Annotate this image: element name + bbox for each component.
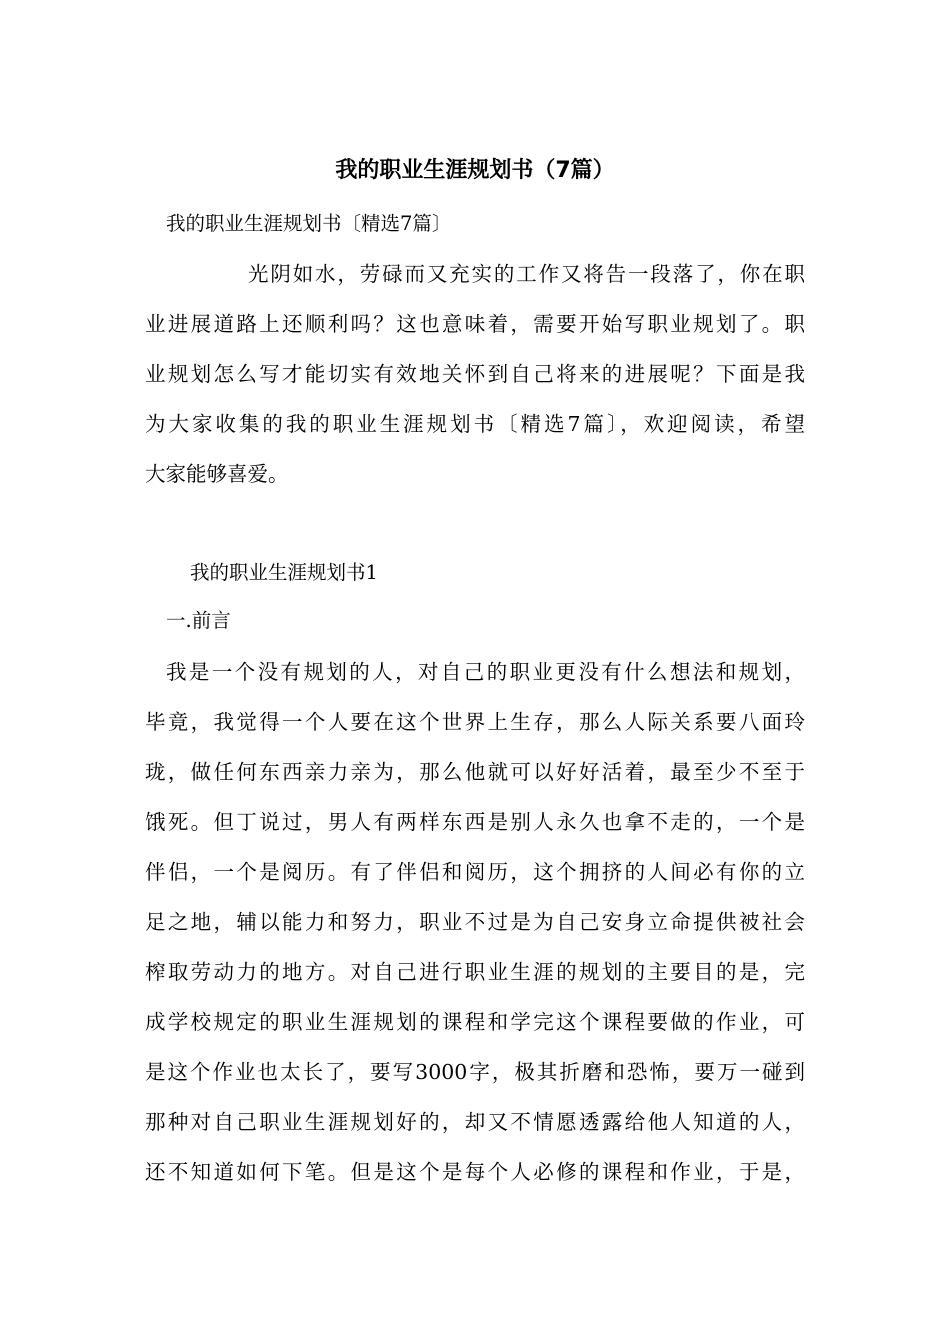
intro-line: 光阴如水，劳碌而又充实的工作又将告一段落了，你在职 [248, 262, 805, 286]
intro-line: 大家能够喜爱。 [145, 462, 289, 486]
section-heading: 我的职业生涯规划书1 [190, 561, 378, 584]
intro-line: 业规划怎么写才能切实有效地关怀到自己将来的进展呢？下面是我 [145, 362, 805, 386]
body-line: 我是一个没有规划的人，对自己的职业更没有什么想法和规划， [166, 660, 805, 684]
body-line: 珑，做任何东西亲力亲为，那么他就可以好好活着，最至少不至于 [145, 760, 805, 784]
body-line: 毕竟，我觉得一个人要在这个世界上生存，那么人际关系要八面玲 [145, 710, 805, 734]
body-line: 足之地，辅以能力和努力，职业不过是为自己安身立命提供被社会 [145, 910, 805, 934]
intro-line: 为大家收集的我的职业生涯规划书〔精选7篇〕，欢迎阅读，希望 [145, 412, 805, 436]
document-subtitle: 我的职业生涯规划书〔精选7篇〕 [166, 212, 452, 235]
body-line: 伴侣，一个是阅历。有了伴侣和阅历，这个拥挤的人间必有你的立 [145, 860, 805, 884]
body-line: 是这个作业也太长了，要写3000字，极其折磨和恐怖，要万一碰到 [145, 1060, 805, 1084]
body-line: 成学校规定的职业生涯规划的课程和学完这个课程要做的作业，可 [145, 1010, 805, 1034]
document-title: 我的职业生涯规划书（7篇） [335, 158, 615, 183]
body-line: 饿死。但丁说过，男人有两样东西是别人永久也拿不走的，一个是 [145, 810, 805, 834]
body-line: 那种对自己职业生涯规划好的，却又不情愿透露给他人知道的人， [145, 1110, 805, 1134]
body-line: 还不知道如何下笔。但是这个是每个人必修的课程和作业，于是， [145, 1160, 805, 1184]
intro-line: 业进展道路上还顺利吗？这也意味着，需要开始写职业规划了。职 [145, 312, 805, 336]
body-line: 榨取劳动力的地方。对自己进行职业生涯的规划的主要目的是，完 [145, 960, 805, 984]
section-subheading: 一.前言 [166, 609, 231, 632]
